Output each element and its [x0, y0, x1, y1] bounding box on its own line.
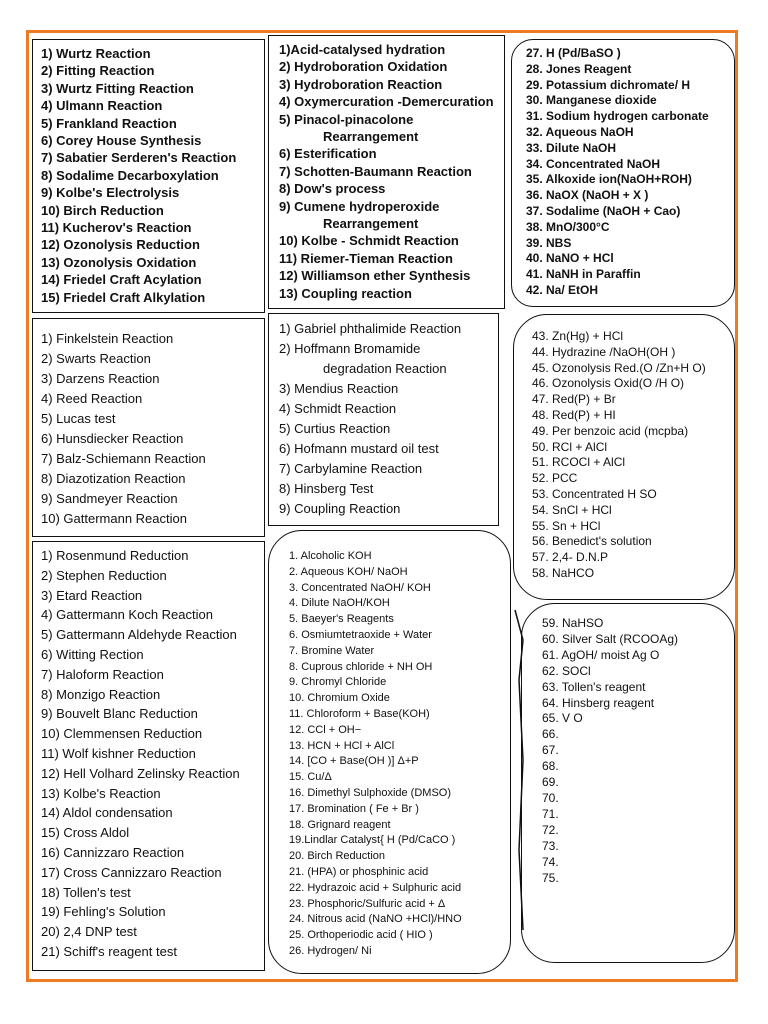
list-item: 13) Kolbe's Reaction [41, 785, 161, 801]
list-item: 2) Hydroboration Oxidation [279, 59, 448, 75]
list-item: 10) Kolbe - Schmidt Reaction [279, 233, 459, 249]
list-item: 15. Cu/Δ [289, 771, 332, 784]
list-item: 49. Per benzoic acid (mcpba) [532, 423, 689, 438]
list-item: 43. Zn(Hg) + HCl [532, 329, 624, 343]
list-item: 58. NaHCO [532, 565, 595, 580]
reagents-list-43-58 [513, 314, 735, 600]
list-item: 61. AgOH/ moist Ag O [542, 647, 660, 662]
list-item: 35. Alkoxide ion(NaOH+ROH) [526, 172, 692, 187]
list-item: 26. Hydrogen/ Ni [289, 944, 372, 957]
list-item: 52. PCC [532, 471, 578, 486]
list-item: 8) Monzigo Reaction [41, 686, 161, 702]
list-item: 3) Etard Reaction [41, 587, 143, 603]
list-item: 62. SOCl [542, 663, 591, 678]
list-item: 7) Carbylamine Reaction [279, 461, 423, 476]
list-item: 14. [CO + Base(OH )] Δ+P [289, 755, 419, 768]
halo-reactions-list [32, 318, 265, 537]
list-item: 9) Cumene hydroperoxide [279, 198, 440, 214]
list-item: 14) Friedel Craft Acylation [41, 272, 202, 288]
list-item: 11) Wolf kishner Reduction [41, 745, 196, 761]
list-item: 20. Birch Reduction [289, 850, 385, 863]
list-item: 25. Orthoperiodic acid ( HIO ) [289, 929, 433, 942]
list-item: 1) Rosenmund Reduction [41, 548, 189, 563]
list-item: 38. MnO/300°C [526, 219, 610, 234]
list-item: 1. Alcoholic KOH [289, 550, 372, 562]
list-item: 39. NBS [526, 235, 572, 250]
list-item: 4. Dilute NaOH/KOH [289, 597, 390, 610]
list-item: 44. Hydrazine /NaOH(OH ) [532, 344, 676, 359]
list-item: 32. Aqueous NaOH [526, 124, 634, 139]
list-item: 30. Manganese dioxide [526, 93, 657, 108]
list-item: 11) Riemer-Tieman Reaction [279, 250, 453, 266]
list-item: 3) Wurtz Fitting Reaction [41, 80, 194, 96]
list-item: 10) Birch Reduction [41, 202, 164, 218]
list-item: 4) Oxymercuration -Demercuration [279, 94, 494, 110]
list-item: 29. Potassium dichromate/ H [526, 77, 691, 92]
list-item: 36. NaOX (NaOH + X ) [526, 188, 649, 203]
list-item: 5) Curtius Reaction [279, 421, 391, 436]
list-item: 60. Silver Salt (RCOOAg) [542, 631, 679, 646]
list-item: 5) Frankland Reaction [41, 115, 177, 131]
list-item: 21. (HPA) or phosphinic acid [289, 865, 429, 878]
list-item: 3) Darzens Reaction [41, 371, 160, 386]
list-item: 8) Dow's process [279, 181, 386, 197]
list-item: 51. RCOCl + AlCl [532, 455, 626, 470]
list-item: 27. H (Pd/BaSO ) [526, 46, 621, 60]
list-item: 2. Aqueous KOH/ NaOH [289, 565, 408, 578]
list-item: 71. [542, 806, 559, 821]
list-item: 11. Chloroform + Base(KOH) [289, 707, 430, 720]
reagents-list-59-75 [521, 603, 735, 963]
list-item: 45. Ozonolysis Red.(O /Zn+H O) [532, 360, 706, 375]
list-item: 56. Benedict's solution [532, 534, 652, 549]
list-item: 72. [542, 822, 559, 837]
list-item: 19) Fehling's Solution [41, 904, 166, 920]
list-item: 13) Ozonolysis Oxidation [41, 254, 197, 270]
list-item: 2) Stephen Reduction [41, 567, 167, 583]
list-item: 13) Coupling reaction [279, 285, 412, 301]
list-item: 50. RCl + AlCl [532, 439, 608, 454]
list-item: 18) Tollen's test [41, 884, 131, 900]
list-item: 57. 2,4- D.N.P [532, 550, 609, 565]
list-item: 8) Hinsberg Test [279, 481, 374, 496]
list-item: 1) Wurtz Reaction [41, 46, 151, 61]
list-item: 5. Baeyer's Reagents [289, 613, 394, 626]
list-item: 7) Sabatier Serderen's Reaction [41, 150, 237, 166]
list-item: Rearrangement [323, 216, 419, 232]
list-item: 3) Hydroboration Reaction [279, 76, 443, 92]
list-item: 5) Gattermann Aldehyde Reaction [41, 627, 237, 643]
list-item: 40. NaNO + HCl [526, 251, 614, 266]
list-item: 9) Sandmeyer Reaction [41, 491, 178, 506]
list-item: 7) Balz-Schiemann Reaction [41, 451, 206, 466]
list-item: 2) Fitting Reaction [41, 63, 155, 79]
list-item: 34. Concentrated NaOH [526, 156, 661, 171]
list-item: 14) Aldol condensation [41, 805, 173, 821]
list-item: 48. Red(P) + HI [532, 407, 616, 422]
list-item: 24. Nitrous acid (NaNO +HCl)/HNO [289, 913, 462, 926]
list-item: 6) Corey House Synthesis [41, 133, 202, 149]
list-item: 21) Schiff's reagent test [41, 943, 177, 959]
list-item: 9) Bouvelt Blanc Reduction [41, 706, 198, 722]
list-item: 17) Cross Cannizzaro Reaction [41, 864, 222, 880]
list-item: 17. Bromination ( Fe + Br ) [289, 802, 419, 815]
squiggle-line [509, 600, 529, 960]
list-item: 6) Hofmann mustard oil test [279, 441, 439, 456]
list-item: 23. Phosphoric/Sulfuric acid + Δ [289, 897, 446, 910]
list-item: 8) Sodalime Decarboxylation [41, 167, 219, 183]
list-item: 65. V O [542, 711, 583, 726]
list-item: 5) Lucas test [41, 411, 116, 426]
list-item: 20) 2,4 DNP test [41, 924, 137, 940]
list-item: 37. Sodalime (NaOH + Cao) [526, 203, 681, 218]
list-item: 67. [542, 743, 559, 758]
list-item: 68. [542, 759, 559, 774]
list-item: Rearrangement [323, 129, 419, 145]
list-item: 41. NaNH in Paraffin [526, 267, 641, 282]
list-item: 3) Mendius Reaction [279, 381, 399, 396]
list-item: 70. [542, 790, 559, 805]
list-item: 18. Grignard reagent [289, 818, 391, 831]
named-reactions-list-1 [32, 39, 265, 313]
list-item: 8. Cuprous chloride + NH OH [289, 660, 433, 673]
list-item: 6) Hunsdiecker Reaction [41, 431, 184, 446]
list-item: 22. Hydrazoic acid + Sulphuric acid [289, 881, 462, 894]
list-item: 16. Dimethyl Sulphoxide (DMSO) [289, 786, 452, 799]
list-item: 47. Red(P) + Br [532, 392, 616, 407]
list-item: 6) Witting Rection [41, 646, 144, 662]
list-item: 1) Gabriel phthalimide Reaction [279, 321, 462, 336]
list-item: 74. [542, 854, 559, 869]
list-item: 59. NaHSO [542, 616, 604, 630]
list-item: 19.Lindlar Catalyst{ H (Pd/CaCO ) [289, 834, 456, 847]
list-item: 75. [542, 870, 559, 885]
list-item: 4) Schmidt Reaction [279, 401, 397, 416]
list-item: degradation Reaction [323, 361, 447, 376]
list-item: 31. Sodium hydrogen carbonate [526, 109, 709, 124]
list-item: 11) Kucherov's Reaction [41, 220, 192, 236]
carbonyl-reactions-list [32, 541, 265, 971]
list-item: 63. Tollen's reagent [542, 679, 646, 694]
list-item: 6. Osmiumtetraoxide + Water [289, 628, 432, 641]
list-item: 9) Kolbe's Electrolysis [41, 185, 180, 201]
list-item: 15) Cross Aldol [41, 825, 130, 841]
list-item: 6) Esterification [279, 146, 377, 162]
list-item: 4) Gattermann Koch Reaction [41, 607, 213, 623]
list-item: 1) Finkelstein Reaction [41, 331, 174, 346]
list-item: 16) Cannizzaro Reaction [41, 844, 185, 860]
list-item: 12. CCl + OH− [289, 723, 362, 736]
list-item: 69. [542, 775, 559, 790]
list-item: 1)Acid-catalysed hydration [279, 42, 446, 57]
list-item: 12) Williamson ether Synthesis [279, 268, 471, 284]
list-item: 4) Reed Reaction [41, 391, 143, 406]
list-item: 28. Jones Reagent [526, 61, 632, 76]
list-item: 73. [542, 838, 559, 853]
list-item: 7) Haloform Reaction [41, 666, 164, 682]
list-item: 2) Swarts Reaction [41, 351, 151, 366]
list-item: 7. Bromine Water [289, 644, 375, 657]
list-item: 10. Chromium Oxide [289, 692, 390, 705]
list-item: 8) Diazotization Reaction [41, 471, 186, 486]
list-item: 9. Chromyl Chloride [289, 676, 387, 689]
list-item: 3. Concentrated NaOH/ KOH [289, 581, 431, 594]
list-item: 66. [542, 727, 559, 742]
list-item: 7) Schotten-Baumann Reaction [279, 163, 472, 179]
list-item: 10) Gattermann Reaction [41, 511, 187, 526]
named-reactions-list-2 [268, 35, 505, 309]
list-item: 2) Hoffmann Bromamide [279, 341, 421, 356]
list-item: 15) Friedel Craft Alkylation [41, 289, 206, 305]
list-item: 53. Concentrated H SO [532, 486, 657, 501]
list-item: 5) Pinacol-pinacolone [279, 111, 414, 127]
list-item: 54. SnCl + HCl [532, 502, 612, 517]
reagents-list-27-42 [511, 39, 735, 307]
list-item: 55. Sn + HCl [532, 518, 601, 533]
list-item: 10) Clemmensen Reduction [41, 726, 203, 742]
list-item: 33. Dilute NaOH [526, 140, 617, 155]
list-item: 46. Ozonolysis Oxid(O /H O) [532, 376, 685, 391]
list-item: 9) Coupling Reaction [279, 501, 401, 516]
list-item: 12) Ozonolysis Reduction [41, 237, 200, 253]
reagents-list-1-26 [268, 530, 511, 974]
amine-reactions-list [268, 313, 499, 526]
list-item: 42. Na/ EtOH [526, 282, 599, 297]
list-item: 4) Ulmann Reaction [41, 98, 163, 114]
list-item: 64. Hinsberg reagent [542, 695, 655, 710]
list-item: 12) Hell Volhard Zelinsky Reaction [41, 765, 240, 781]
list-item: 13. HCN + HCl + AlCl [289, 739, 395, 752]
